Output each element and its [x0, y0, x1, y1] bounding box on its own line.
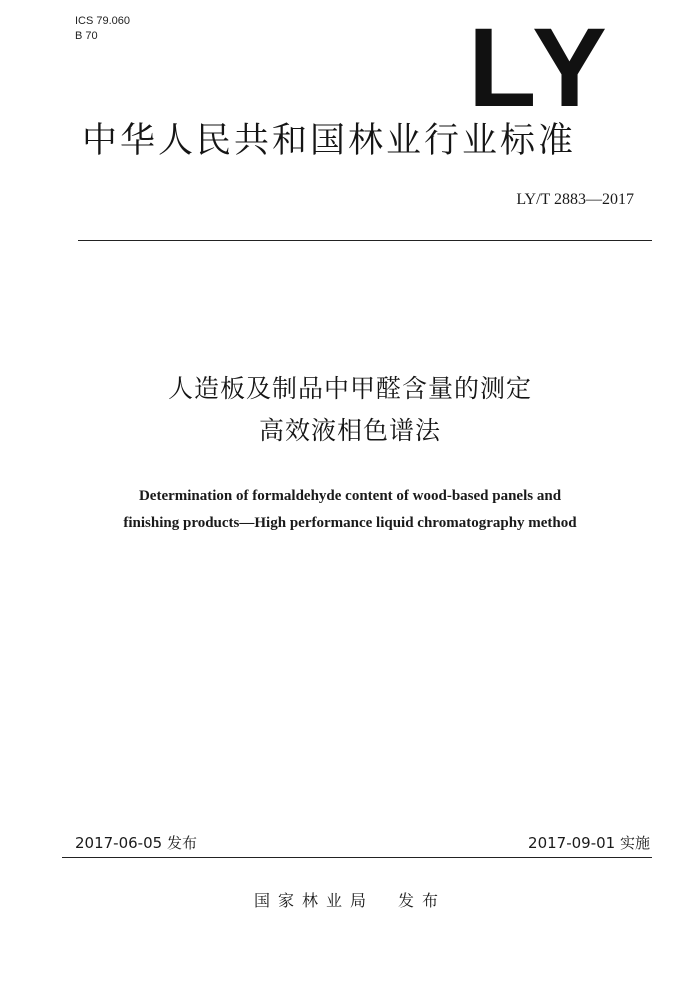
publisher-action: 发布 [398, 891, 447, 910]
standard-number: LY/T 2883—2017 [516, 191, 634, 208]
english-title-line-2: finishing products—High performance liquid chromatography method [123, 515, 577, 531]
chinese-title-line-1: 人造板及制品中甲醛含量的测定 [167, 374, 532, 403]
chinese-title [0, 368, 700, 452]
standard-logo: LY [468, 5, 613, 130]
ics-code: ICS 79.060 [75, 15, 131, 27]
ccs-code: B 70 [75, 30, 98, 42]
english-title-line-1: Determination of formaldehyde content of wood-based panels and [138, 488, 562, 504]
footer-divider [62, 857, 652, 858]
effective-date: 2017-09-01 实施 [528, 834, 650, 852]
chinese-title-line-2: 高效液相色谱法 [258, 416, 441, 445]
publisher [0, 890, 700, 912]
issue-date: 2017-06-05 发布 [75, 834, 197, 852]
english-title [0, 483, 700, 537]
header-divider [78, 240, 652, 241]
classification-codes [75, 14, 130, 44]
publisher-org: 国家林业局 [253, 891, 374, 910]
org-title: 中华人民共和国林业行业标准 [82, 121, 577, 161]
